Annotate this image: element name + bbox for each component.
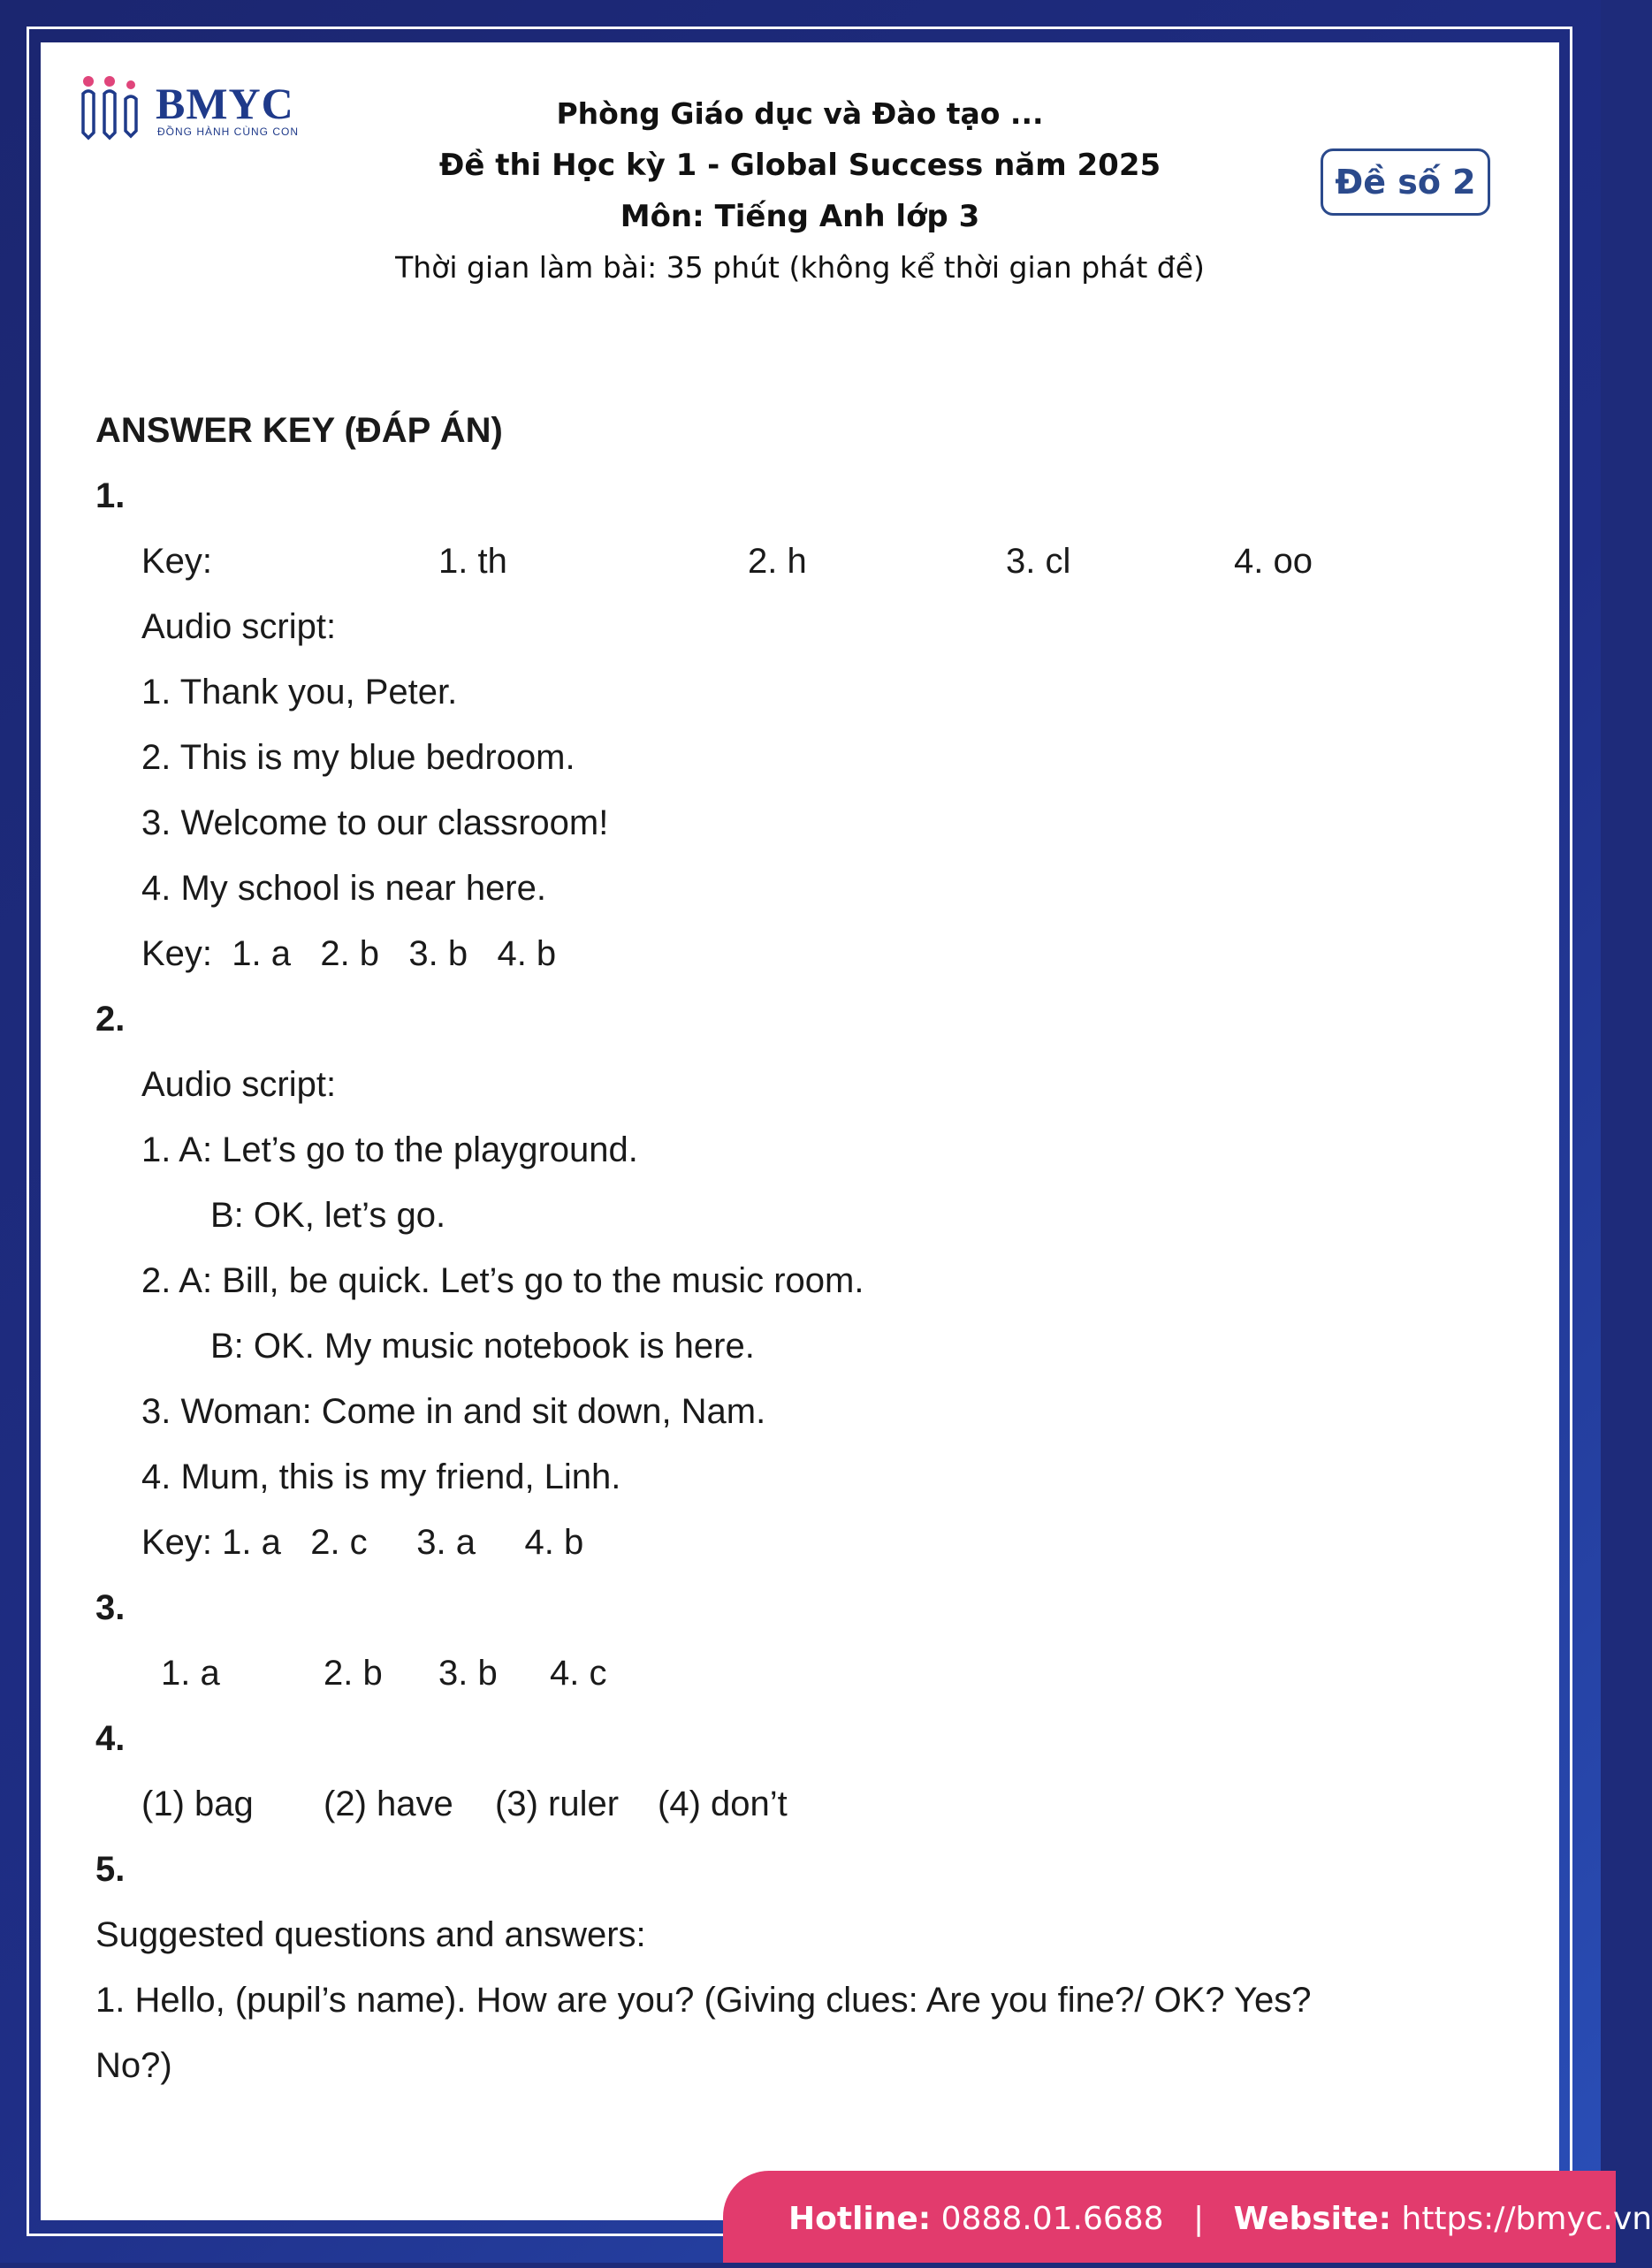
- answer-item: 2. b: [324, 1640, 383, 1706]
- key-answer-4: 4. oo: [1234, 529, 1313, 594]
- section-1-key-line: Key: 1. a 2. b 3. b 4. b: [95, 921, 1510, 986]
- answer-item: 4. c: [550, 1640, 606, 1706]
- script-line: 1. A: Let’s go to the playground.: [95, 1117, 1510, 1183]
- section-4-answers: [95, 1771, 1510, 1837]
- answer-item: (1) bag: [141, 1771, 254, 1837]
- script-line: 1. Thank you, Peter.: [95, 659, 1510, 725]
- script-line: 3. Woman: Come in and sit down, Nam.: [95, 1379, 1510, 1444]
- script-line: 3. Welcome to our classroom!: [95, 790, 1510, 856]
- exam-header: [265, 88, 1335, 293]
- script-line: 2. A: Bill, be quick. Let’s go to the music room.: [95, 1248, 1510, 1313]
- answer-key-title: ANSWER KEY (ĐÁP ÁN): [95, 398, 1510, 463]
- header-duration: Thời gian làm bài: 35 phút (không kể thời gian phát đề): [265, 242, 1335, 293]
- section-1-audio-label: Audio script:: [95, 594, 1510, 659]
- family-icon: [80, 72, 150, 143]
- header-exam-title: Đề thi Học kỳ 1 - Global Success năm 2025: [265, 140, 1335, 191]
- section-5-question-1: 1. Hello, (pupil’s name). How are you? (Giving clues: Are you fine?/ OK? Yes?: [95, 1967, 1510, 2033]
- section-5-question-1-cont: No?): [95, 2033, 1510, 2098]
- answer-item: 1. a: [161, 1640, 220, 1706]
- contact-footer: [723, 2171, 1616, 2263]
- section-1-number: 1.: [95, 463, 1510, 529]
- section-2-audio-label: Audio script:: [95, 1052, 1510, 1117]
- header-subject: Môn: Tiếng Anh lớp 3: [265, 191, 1335, 242]
- footer-separator: |: [1174, 2201, 1223, 2237]
- answer-item: 3. b: [438, 1640, 498, 1706]
- script-line: 4. My school is near here.: [95, 856, 1510, 921]
- section-2-key-line: Key: 1. a 2. c 3. a 4. b: [95, 1510, 1510, 1575]
- section-5-number: 5.: [95, 1837, 1510, 1902]
- answer-item: (2) have: [324, 1771, 453, 1837]
- answer-key-content: [95, 398, 1510, 2098]
- hotline-label: Hotline:: [788, 2201, 931, 2237]
- exam-number-badge: Đề số 2: [1321, 148, 1490, 216]
- script-line: B: OK, let’s go.: [95, 1183, 1510, 1248]
- key-answer-1: 1. th: [438, 529, 507, 594]
- answer-item: (3) ruler: [495, 1771, 619, 1837]
- key-answer-2: 2. h: [748, 529, 807, 594]
- key-answer-3: 3. cl: [1006, 529, 1070, 594]
- answer-item: (4) don’t: [658, 1771, 788, 1837]
- logo-brand: BMYC: [156, 78, 294, 129]
- header-department: Phòng Giáo dục và Đào tạo ...: [265, 88, 1335, 140]
- script-line: 4. Mum, this is my friend, Linh.: [95, 1444, 1510, 1510]
- section-3-number: 3.: [95, 1575, 1510, 1640]
- website-label: Website:: [1234, 2201, 1391, 2237]
- website-link[interactable]: https://bmyc.vn: [1402, 2201, 1652, 2237]
- section-1-key-row: [95, 529, 1510, 594]
- section-2-number: 2.: [95, 986, 1510, 1052]
- script-line: 2. This is my blue bedroom.: [95, 725, 1510, 790]
- bmyc-logo: [80, 72, 292, 143]
- section-4-number: 4.: [95, 1706, 1510, 1771]
- script-line: B: OK. My music notebook is here.: [95, 1313, 1510, 1379]
- logo-tagline: ĐỒNG HÀNH CÙNG CON: [157, 126, 299, 138]
- section-5-intro: Suggested questions and answers:: [95, 1902, 1510, 1967]
- key-label: Key:: [141, 542, 212, 581]
- hotline-number[interactable]: 0888.01.6688: [941, 2201, 1164, 2237]
- section-3-answers: [95, 1640, 1510, 1706]
